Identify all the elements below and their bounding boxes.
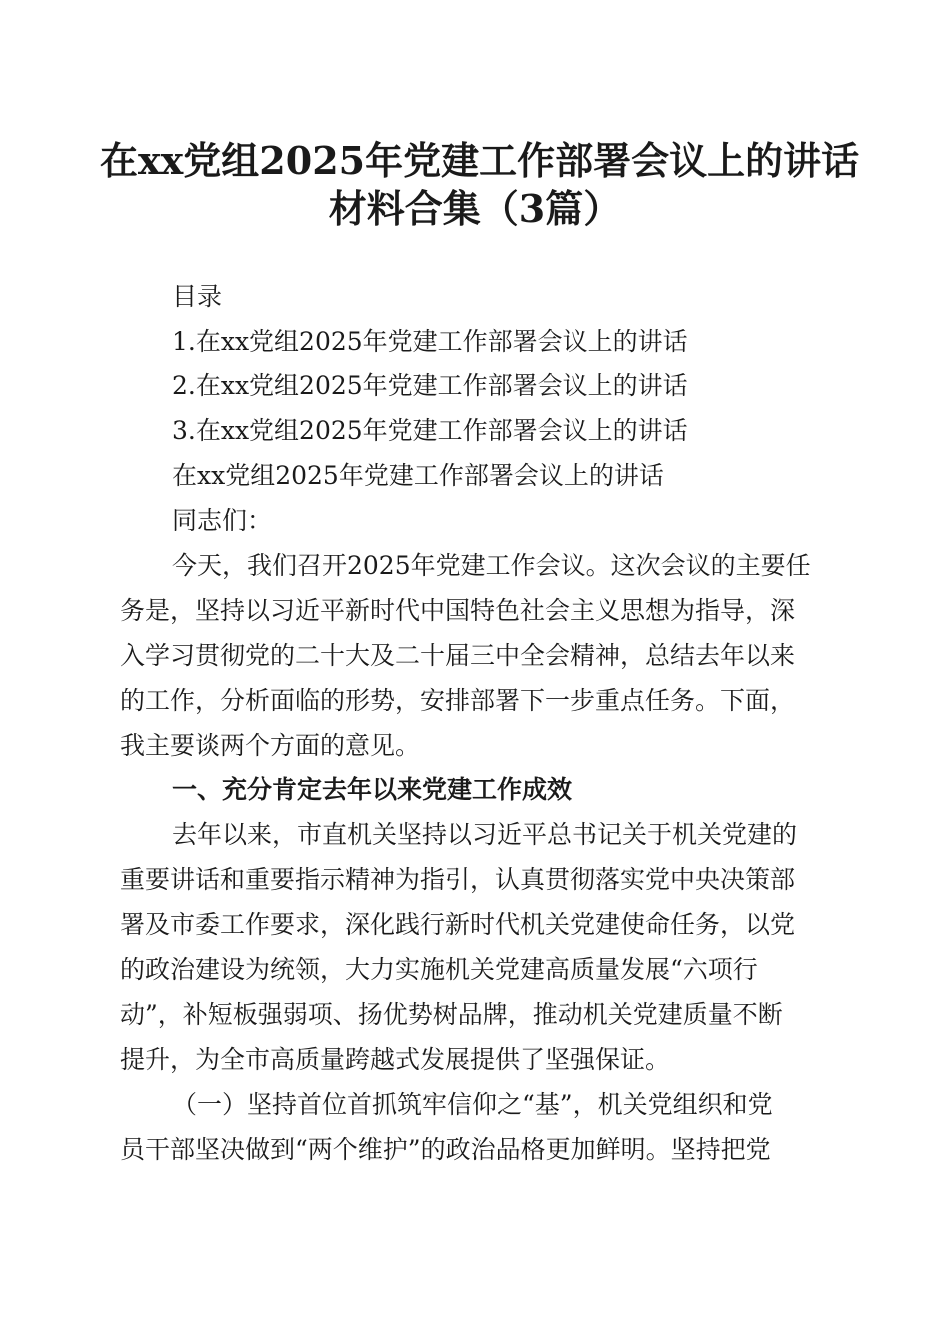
intro-line: 我主要谈两个方面的意见。 [120,731,421,760]
subsection-1-line: （一）坚持首位首抓筑牢信仰之“基”，机关党组织和党 [172,1090,773,1119]
section-1-line: 动”，补短板强弱项、扬优势树品牌，推动机关党建质量不断 [120,1000,783,1029]
intro-line: 入学习贯彻党的二十大及二十届三中全会精神，总结去年以来 [120,641,796,670]
toc-item-1: 1.在xx党组2025年党建工作部署会议上的讲话 [172,327,688,356]
document-title-line-2: 材料合集（3篇） [328,186,622,231]
document-title-line-1: 在xx党组2025年党建工作部署会议上的讲话 [100,138,860,183]
section-1-line: 去年以来，市直机关坚持以习近平总书记关于机关党建的 [172,820,798,849]
salutation: 同志们： [172,506,273,535]
intro-line: 的工作，分析面临的形势，安排部署下一步重点任务。下面， [120,686,796,715]
section-1-line: 署及市委工作要求，深化践行新时代机关党建使命任务，以党 [120,910,796,939]
toc-heading: 目录 [172,282,223,311]
section-1-line: 重要讲话和重要指示精神为指引，认真贯彻落实党中央决策部 [120,865,796,894]
speech-title: 在xx党组2025年党建工作部署会议上的讲话 [172,461,664,490]
section-1-heading: 一、充分肯定去年以来党建工作成效 [172,775,573,804]
section-1-line: 提升，为全市高质量跨越式发展提供了坚强保证。 [120,1045,671,1074]
section-1-line: 的政治建设为统领，大力实施机关党建高质量发展“六项行 [120,955,758,984]
subsection-1-line: 员干部坚决做到“两个维护”的政治品格更加鲜明。坚持把党 [120,1135,771,1164]
toc-item-3: 3.在xx党组2025年党建工作部署会议上的讲话 [172,416,688,445]
intro-line: 务是，坚持以习近平新时代中国特色社会主义思想为指导，深 [120,596,796,625]
intro-line: 今天，我们召开2025年党建工作会议。这次会议的主要任 [172,551,811,580]
toc-item-2: 2.在xx党组2025年党建工作部署会议上的讲话 [172,371,688,400]
